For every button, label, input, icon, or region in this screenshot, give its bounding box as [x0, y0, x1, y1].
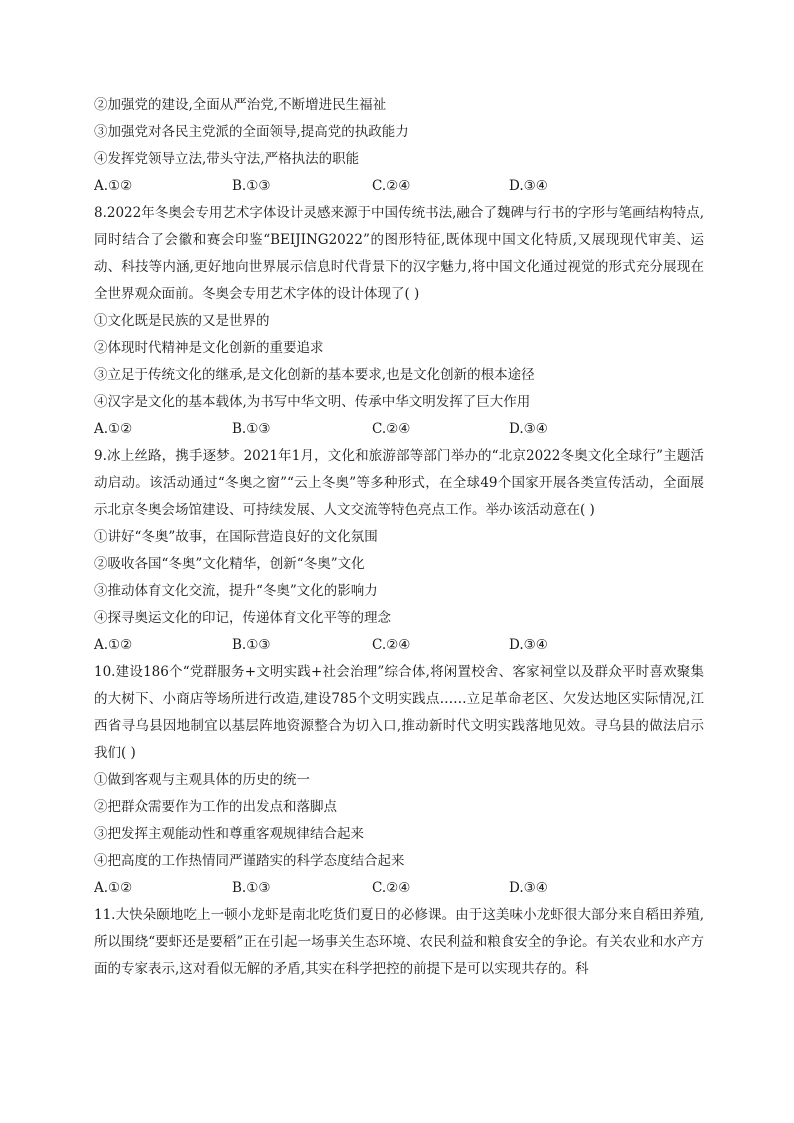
choice-a: A.①② [94, 637, 133, 653]
option-line: ④汉字是文化的基本载体,为书写中华文明、传承中华文明发挥了巨大作用 [94, 394, 531, 410]
option-line: ③立足于传统文化的继承,是文化创新的基本要求,也是文化创新的根本途径 [94, 367, 535, 383]
choice-c: C.②④ [372, 880, 411, 896]
option-line: ④把高度的工作热情同严谨踏实的科学态度结合起来 [94, 853, 405, 869]
choice-b: B.①③ [232, 637, 271, 653]
question-stem: 8.2022年冬奥会专用艺术字体设计灵感来源于中国传统书法,融合了魏碑与行书的字形与笔画结构特点,同时结合了会徽和赛会印鉴“BEIJING2022”的图形特征,既体现中国文化特质,又展现现代审美、运动、科技等内涵,更好地向世界展示信息时代背景下的汉字魅力,将中国文化通过视觉的形式充分展现在全世界观众面前。冬奥会专用艺术字体的设计体现了( ) [94, 205, 704, 302]
choice-c: C.②④ [372, 421, 411, 437]
question-11 [94, 902, 704, 983]
choice-c: C.②④ [372, 178, 411, 194]
choice-d: D.③④ [509, 178, 548, 194]
option-line: ②把群众需要作为工作的出发点和落脚点 [94, 799, 337, 815]
option-line: ②体现时代精神是文化创新的重要追求 [94, 340, 324, 356]
choice-a: A.①② [94, 421, 133, 437]
question-stem: 9.冰上丝路，携手逐梦。2021年1月，文化和旅游部等部门举办的“北京2022冬奥文化全球行”主题活动启动。该活动通过“冬奥之窗”“云上冬奥”等多种形式，在全球49个国家开展各类宣传活动，全面展示北京冬奥会场馆建设、可持续发展、人文交流等特色亮点工作。举办该活动意在( ) [94, 448, 704, 518]
option-line: ①做到客观与主观具体的历史的统一 [94, 772, 310, 788]
option-line: ②吸收各国“冬奥”文化精华，创新“冬奥”文化 [94, 556, 365, 572]
question-8 [94, 200, 704, 443]
question-9 [94, 443, 704, 659]
answer-choices [94, 632, 704, 659]
answer-choices [94, 173, 704, 200]
option-line: ④发挥党领导立法,带头守法,严格执法的职能 [94, 151, 360, 167]
exam-page [94, 92, 704, 983]
question-stem: 10.建设186个“党群服务+文明实践+社会治理”综合体,将闲置校舍、客家祠堂以及群众平时喜欢聚集的大树下、小商店等场所进行改造,建设785个文明实践点……立足革命老区、欠发达地区实际情况,江西省寻乌县因地制宜以基层阵地资源整合为切入口,推动新时代文明实践落地见效。寻乌县的做法启示我们( ) [94, 664, 704, 761]
choice-a: A.①② [94, 178, 133, 194]
question-stem: 11.大快朵颐地吃上一顿小龙虾是南北吃货们夏日的必修课。由于这美味小龙虾很大部分来自稻田养殖,所以围绕“要虾还是要稻”正在引起一场事关生态环境、农民利益和粮食安全的争论。有关农业和水产方面的专家表示,这对看似无解的矛盾,其实在科学把控的前提下是可以实现共存的。科 [94, 907, 704, 977]
option-line: ①文化既是民族的又是世界的 [94, 313, 270, 329]
answer-choices [94, 416, 704, 443]
choice-d: D.③④ [509, 637, 548, 653]
option-line: ③把发挥主观能动性和尊重客观规律结合起来 [94, 826, 364, 842]
option-line: ③推动体育文化交流，提升“冬奥”文化的影响力 [94, 583, 378, 599]
question-7-tail [94, 92, 704, 200]
answer-choices [94, 875, 704, 902]
choice-b: B.①③ [232, 880, 271, 896]
option-line: ③加强党对各民主党派的全面领导,提高党的执政能力 [94, 124, 409, 140]
choice-c: C.②④ [372, 637, 411, 653]
option-line: ①讲好“冬奥”故事，在国际营造良好的文化氛围 [94, 529, 378, 545]
option-line: ④探寻奥运文化的印记，传递体育文化平等的理念 [94, 610, 391, 626]
choice-d: D.③④ [509, 421, 548, 437]
question-10 [94, 659, 704, 902]
choice-d: D.③④ [509, 880, 548, 896]
choice-b: B.①③ [232, 178, 271, 194]
choice-a: A.①② [94, 880, 133, 896]
option-line: ②加强党的建设,全面从严治党,不断增进民生福祉 [94, 97, 387, 113]
choice-b: B.①③ [232, 421, 271, 437]
